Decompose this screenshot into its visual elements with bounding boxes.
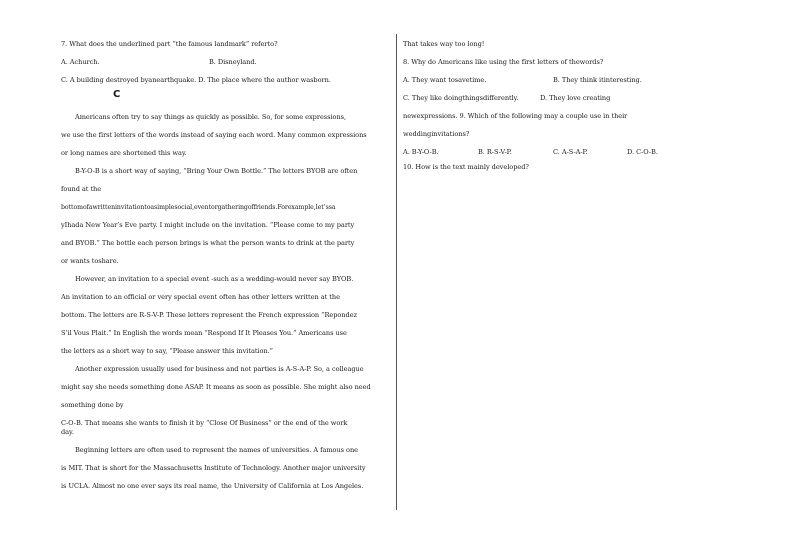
question-7: 7. What does the underlined part “the famous landmark” referto? <box>61 40 278 48</box>
option-a: A. They want tosavetime. <box>403 76 487 84</box>
left-column <box>61 40 391 491</box>
option-b: B. Disneyland. <box>209 58 257 66</box>
passage-line: B-Y-O-B is a short way of saying, “Bring Your Own Bottle.” The letters BYOB are often <box>75 167 358 175</box>
option-c: C. A-S-A-P. <box>553 148 588 156</box>
passage-line: S’il Vous Plait.” In English the words mean “Respond If It Pleases You.” Americans use <box>61 329 347 337</box>
passage-line: Americans often try to say things as quickly as possible. So, for some expressions, <box>75 113 347 121</box>
passage-line: is MIT. That is short for the Massachusetts Institute of Technology. Another major university <box>61 464 366 472</box>
passage-line: C-O-B. That means she wants to finish it by “Close Of Business” or the end of the work <box>61 419 348 427</box>
question-7-options-ab <box>61 58 391 67</box>
option-b: B. They think itinteresting. <box>553 76 642 84</box>
column-divider <box>396 34 397 510</box>
passage-line: or wants toshare. <box>61 257 119 265</box>
option-c: C. They like doingthingsdifferently. <box>403 94 519 102</box>
option-d: D. They love creating <box>540 94 611 102</box>
question-9-options <box>403 148 703 157</box>
passage-line: might say she needs something done ASAP. It means as soon as possible. She might also need <box>61 383 371 391</box>
option-d: D. C-O-B. <box>627 148 658 156</box>
question-9-cont: weddinginvitations? <box>403 130 470 138</box>
passage-line: we use the first letters of the words instead of saying each word. Many common expressions <box>61 131 367 139</box>
passage-line: An invitation to an official or very special event often has other letters written at the <box>61 293 340 301</box>
passage-line: found at the <box>61 185 102 193</box>
passage-line: day. <box>61 428 74 436</box>
question-9: newexpressions. 9. Which of the following may a couple use in their <box>403 112 628 120</box>
passage-line: and BYOB.” The bottle each person brings is what the person wants to drink at the party <box>61 239 355 247</box>
passage-line: the letters as a short way to say, “Please answer this invitation.” <box>61 347 273 355</box>
passage-line: That takes way too long! <box>403 40 485 48</box>
passage-line: is UCLA. Almost no one ever says its real name, the University of California at Los Angeles. <box>61 482 364 490</box>
question-10: 10. How is the text mainly developed? <box>403 163 529 171</box>
passage-c <box>61 113 391 491</box>
passage-line: something done by <box>61 401 124 409</box>
question-8-options-cd <box>403 94 703 103</box>
passage-line: bottom. The letters are R-S-V-P. These letters represent the French expression “Repondez <box>61 311 357 319</box>
passage-line: Beginning letters are often used to represent the names of universities. A famous one <box>75 446 359 454</box>
question-8: 8. Why do Americans like using the first letters of thewords? <box>403 58 604 66</box>
passage-line: bottomofawritteninvitationtoasimplesocial,eventorgatheringoffriends.Forexample,let’ssa <box>61 204 336 211</box>
section-heading: C <box>113 89 121 100</box>
question-7-options-cd: C. A building destroyed byanearthquake. D. The place where the author wasborn. <box>61 76 331 84</box>
right-column <box>403 40 703 172</box>
passage-line: yIhada New Year’s Eve party. I might include on the invitation. “Please come to my party <box>61 221 355 229</box>
passage-line: or long names are shortened this way. <box>61 149 187 157</box>
option-b: B. R-S-V-P. <box>478 148 512 156</box>
passage-line: Another expression usually used for business and not parties is A-S-A-P. So, a colleague <box>75 365 364 373</box>
option-a: A. B-Y-O-B. <box>403 148 439 156</box>
question-8-options-ab <box>403 76 703 85</box>
passage-line: However, an invitation to a special event -such as a wedding-would never say BYOB. <box>75 275 354 283</box>
option-a: A. Achurch. <box>61 58 100 66</box>
